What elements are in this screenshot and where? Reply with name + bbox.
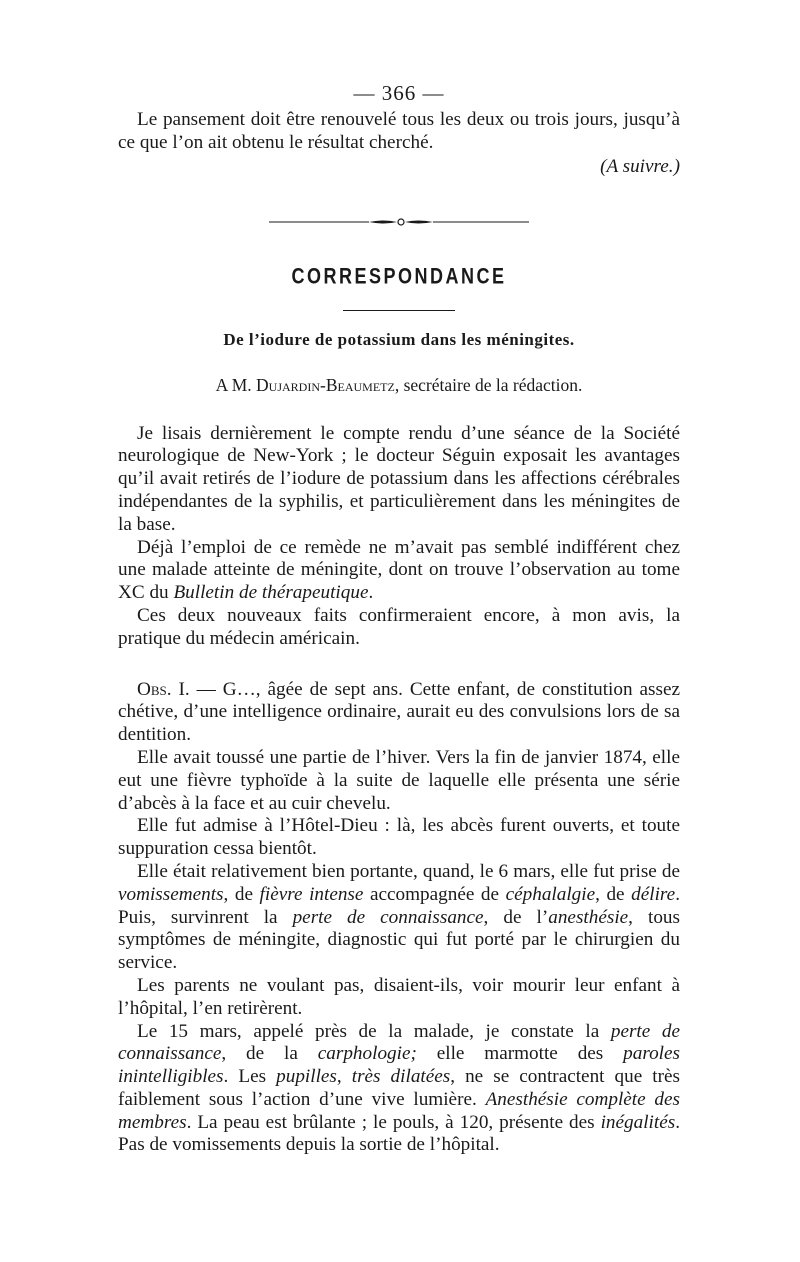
observation-paragraph: Les parents ne voulant pas, disaient-ils, voir mourir leur enfant à l’hôpital, l’en retirèrent. — [118, 974, 680, 1019]
text-run: Le 15 mars, appelé près de la malade, je constate la — [137, 1020, 611, 1042]
text-run: . Pas de vomissements depuis la sortie de l’hôpital. — [118, 1111, 680, 1156]
text-run: Déjà l’emploi de ce remède ne m’avait pas semblé indifférent chez une malade atteinte de méningite, dont on trouve l’observation au tome XC du — [118, 536, 680, 604]
text-run: , tous symptômes de méningite, diagnostic qui fut porté par le chirurgien du service. — [118, 906, 680, 974]
text-run: . La peau est brûlante ; le pouls, à 120, présente des — [186, 1111, 601, 1133]
text-run: Elle était relativement bien portante, quand, le 6 mars, elle fut prise de — [137, 860, 680, 882]
italic-term: pupilles — [276, 1066, 337, 1088]
italic-term: fièvre intense — [259, 883, 364, 905]
addressee-name: Dujardin-Beaumetz — [256, 374, 395, 395]
letter-paragraph: Je lisais dernièrement le compte rendu d’une séance de la Société neurologique de New-York ; le docteur Séguin exposait les avantages qu’il avait retirés de l’iodure de potassium dans les affections cérébrales indépendantes de la syphilis, et particulièrement dans les méningites de la base. — [118, 422, 680, 535]
text-run: . Les — [223, 1066, 277, 1088]
observation-lead: Obs. I. — — [137, 678, 223, 700]
text-run: , de l’ — [483, 906, 549, 928]
text-run: accompagnée de — [363, 883, 506, 905]
section-title: CORRESPONDANCE — [291, 263, 507, 289]
intro-paragraph: Le pansement doit être renouvelé tous les deux ou trois jours, jusqu’à ce que l’on ait obtenu le résultat cherché. — [118, 108, 680, 153]
text-run: . — [368, 582, 374, 604]
observation-paragraph — [118, 1021, 680, 1158]
text-run: , de — [223, 883, 260, 905]
observation-paragraph — [118, 861, 680, 975]
page-number: — 366 — — [353, 81, 445, 105]
page — [118, 82, 680, 1157]
observation-paragraph — [118, 679, 680, 747]
text-run: , ne se contractent que très faiblement sous l’action d’une vive lumière. — [118, 1066, 680, 1110]
letter-paragraph: Ces deux nouveaux faits confirmeraient encore, à mon avis, la pratique du médecin américain. — [118, 604, 680, 649]
text-run: G…, âgée de sept ans. Cette enfant, de constitution assez chétive, d’une intelligence ordinaire, aurait eu des convulsions lors de sa dentition. — [118, 678, 680, 746]
observation-paragraph: Elle avait toussé une partie de l’hiver. Vers la fin de janvier 1874, elle eut une fièvre typhoïde à la suite de laquelle elle présenta une série d’abcès à la face et au cuir chevelu. — [118, 746, 680, 814]
italic-term: perte de connaissance — [118, 1020, 680, 1065]
text-run: , de — [595, 883, 632, 905]
text-run: elle marmotte des — [416, 1043, 624, 1065]
italic-term: Anesthésie complète des membres — [118, 1088, 681, 1133]
italic-term: paroles inintelligibles — [118, 1043, 680, 1088]
italic-term: carphologie; — [317, 1043, 417, 1065]
letter-body — [118, 423, 680, 651]
text-run: , de la — [221, 1043, 318, 1065]
title-rule — [343, 310, 455, 311]
addressee-line — [118, 374, 680, 397]
article-subtitle: De l’iodure de potassium dans les méningites. — [223, 329, 575, 349]
italic-term: céphalalgie — [505, 883, 596, 905]
observation-body — [118, 679, 680, 1158]
italic-term: très dilatées — [351, 1066, 451, 1088]
italic-term: perte de connaissance — [292, 906, 484, 928]
italic-term: anesthésie — [548, 906, 629, 928]
letter-paragraph — [118, 537, 680, 605]
addressee-suffix: , secrétaire de la rédaction. — [394, 374, 583, 395]
to-be-continued: (A suivre.) — [600, 156, 680, 178]
addressee-prefix: A M. — [215, 374, 257, 395]
italic-term: délire — [631, 883, 676, 905]
text-run: , — [336, 1066, 352, 1088]
italic-term: vomissements — [118, 883, 224, 905]
italic-term: inégalités — [600, 1111, 676, 1133]
ornament-divider-icon — [269, 217, 529, 227]
journal-title: Bulletin de thérapeutique — [173, 582, 369, 604]
observation-paragraph: Elle fut admise à l’Hôtel-Dieu : là, les abcès furent ouverts, et toute suppuration cessa bientôt. — [118, 815, 680, 860]
text-run: . Puis, survinrent la — [118, 883, 680, 928]
